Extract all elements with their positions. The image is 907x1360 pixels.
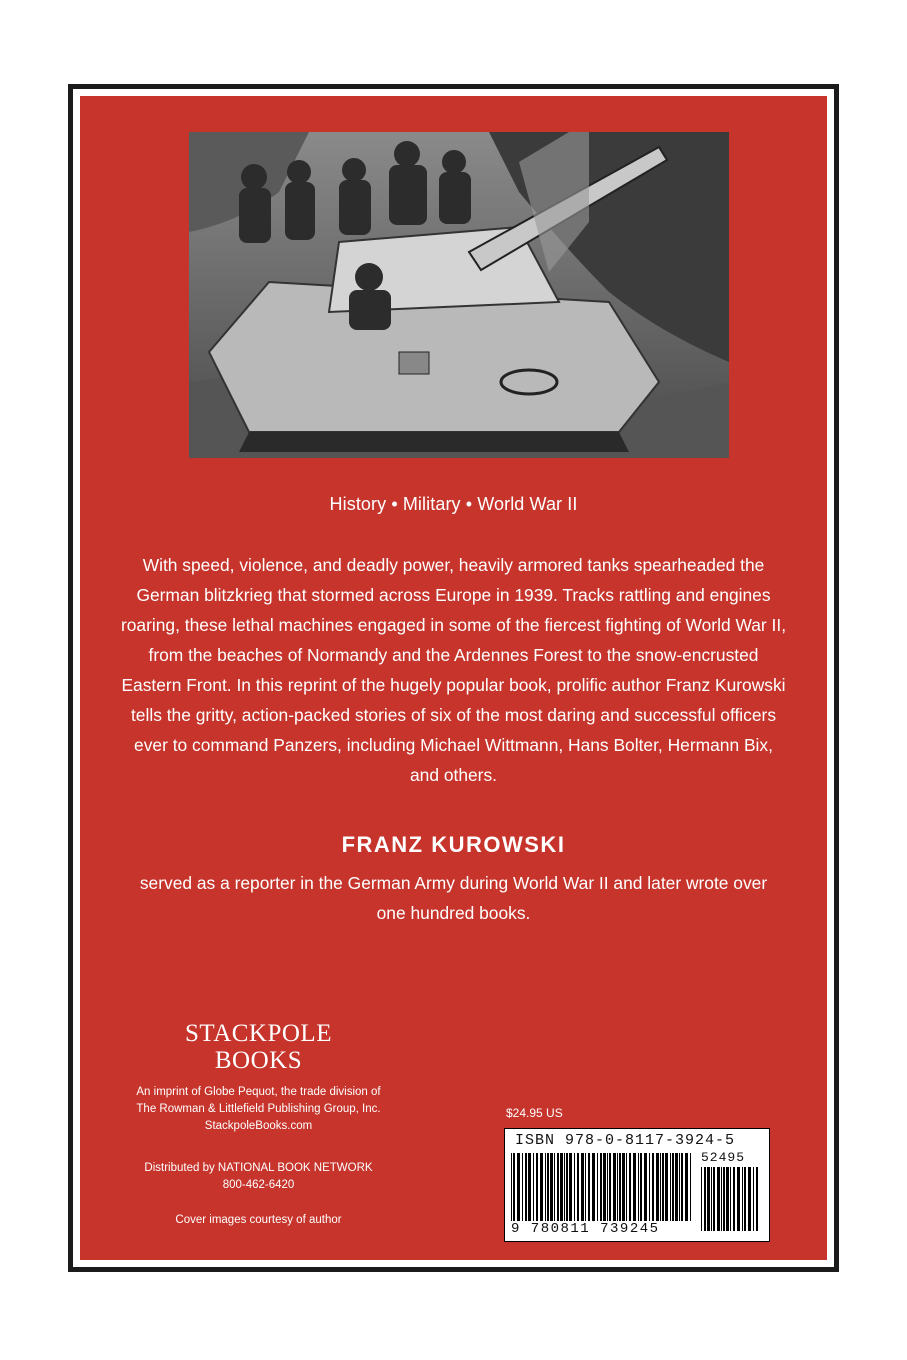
barcode-bar	[607, 1153, 608, 1225]
barcode-bar	[581, 1153, 584, 1225]
barcode-bar	[619, 1153, 621, 1225]
barcode-bar	[665, 1153, 668, 1225]
barcode-bar	[557, 1153, 559, 1225]
barcode-bar	[711, 1167, 712, 1231]
publisher-logo-line1: STACKPOLE	[185, 1020, 332, 1047]
ean-barcode	[511, 1153, 693, 1225]
publisher-logo-line2: BOOKS	[214, 1047, 303, 1074]
barcode-bar	[726, 1167, 729, 1231]
barcode-bar	[574, 1153, 575, 1225]
barcode-bar	[597, 1153, 598, 1225]
barcode-bar	[660, 1153, 661, 1225]
barcode-bar	[723, 1167, 725, 1231]
barcode-bar	[547, 1153, 549, 1225]
barcode-bar	[704, 1167, 706, 1231]
barcode-bar	[577, 1153, 579, 1225]
barcode-bar	[517, 1153, 520, 1225]
barcode-bar	[525, 1153, 527, 1225]
barcode-bar	[721, 1167, 722, 1231]
barcode-bar	[640, 1153, 642, 1225]
barcode-bar	[675, 1153, 678, 1225]
barcode-bar	[585, 1153, 586, 1225]
barcode-bar	[550, 1153, 553, 1225]
barcode-bar	[737, 1167, 740, 1231]
barcode-bar	[701, 1167, 702, 1231]
barcode-bar	[554, 1153, 555, 1225]
barcode-bar	[564, 1153, 565, 1225]
barcode-bar	[626, 1153, 627, 1225]
barcode-bar	[717, 1167, 720, 1231]
barcode-bar	[513, 1153, 515, 1225]
barcode-bar	[560, 1153, 563, 1225]
barcode-bar	[633, 1153, 636, 1225]
barcode-bar	[588, 1153, 590, 1225]
barcode-bar	[742, 1167, 743, 1231]
barcode-bar	[522, 1153, 523, 1225]
barcode-bar	[679, 1153, 680, 1225]
barcode-bar	[638, 1153, 639, 1225]
publisher-imprint	[80, 1084, 437, 1135]
book-description: With speed, violence, and deadly power, heavily armored tanks spearheaded the German blitzkrieg that stormed across Europe in 1939. Tracks rattling and engines roaring, these lethal machines engaged in some of the fiercest fighting of World War II, from the beaches of Normandy and the Ardennes Forest to the snow-encrusted Eastern Front. In this reprint of the hugely popular book, prolific author Franz Kurowski tells the gritty, action-packed stories of six of the most daring and successful officers ever to command Panzers, including Michael Wittmann, Hans Bolter, Hermann Bix, and others.	[120, 555, 787, 785]
barcode-bar	[617, 1153, 618, 1225]
barcode-bar	[533, 1153, 534, 1225]
distributor-phone: 800-462-6420	[222, 1179, 295, 1191]
barcode-bar	[685, 1153, 688, 1225]
barcode-bar	[748, 1167, 751, 1231]
barcode-box	[504, 1128, 770, 1242]
barcode-bar	[511, 1153, 512, 1225]
barcode-bar	[592, 1153, 595, 1225]
barcode-bar	[756, 1167, 758, 1231]
publisher-logo	[96, 1020, 421, 1074]
publisher-website: StackpoleBooks.com	[204, 1120, 313, 1132]
barcode-bar	[609, 1153, 611, 1225]
barcode-bar	[744, 1167, 746, 1231]
barcode-bar	[566, 1153, 568, 1225]
barcode-bar	[730, 1167, 731, 1231]
back-cover-panel	[80, 96, 827, 1260]
barcode-bar	[649, 1153, 650, 1225]
author-name: FRANZ KUROWSKI	[341, 832, 566, 857]
barcode-bar	[690, 1153, 691, 1225]
tank-photo-image	[189, 132, 729, 458]
barcode-bar	[528, 1153, 531, 1225]
barcode-bar	[540, 1153, 543, 1225]
barcode-bar	[662, 1153, 664, 1225]
barcode-bar	[656, 1153, 659, 1225]
barcode-bar	[569, 1153, 572, 1225]
ean-digits: 9 780811 739245	[511, 1221, 691, 1237]
barcode-bar	[603, 1153, 606, 1225]
barcode-bar	[707, 1167, 710, 1231]
genre-categories: History • Military • World War II	[329, 494, 578, 514]
price-label: $24.95 US	[506, 1106, 563, 1120]
isbn-number: ISBN 978-0-8117-3924-5	[515, 1132, 736, 1149]
price-code: 52495	[701, 1150, 746, 1165]
distributor-name: Distributed by NATIONAL BOOK NETWORK	[144, 1162, 373, 1174]
imprint-line-1: An imprint of Globe Pequot, the trade division of	[136, 1086, 381, 1098]
barcode-bar	[622, 1153, 625, 1225]
cover-photo	[189, 132, 729, 458]
imprint-line-2: The Rowman & Littlefield Publishing Group, Inc.	[136, 1103, 381, 1115]
barcode-bar	[670, 1153, 671, 1225]
price-addon-barcode	[701, 1167, 761, 1231]
barcode-bar	[713, 1167, 715, 1231]
barcode-bar	[613, 1153, 616, 1225]
barcode-bar	[733, 1167, 735, 1231]
barcode-bar	[652, 1153, 654, 1225]
barcode-bar	[600, 1153, 602, 1225]
barcode-bar	[672, 1153, 674, 1225]
barcode-bar	[545, 1153, 546, 1225]
barcode-bar	[644, 1153, 647, 1225]
author-bio: served as a reporter in the German Army during World War II and later wrote over one hundred books.	[139, 873, 768, 923]
barcode-bar	[536, 1153, 538, 1225]
barcode-bar	[629, 1153, 631, 1225]
cover-credit: Cover images courtesy of author	[175, 1214, 342, 1226]
distributor-info	[80, 1160, 437, 1194]
barcode-bar	[753, 1167, 754, 1231]
barcode-bar	[681, 1153, 683, 1225]
